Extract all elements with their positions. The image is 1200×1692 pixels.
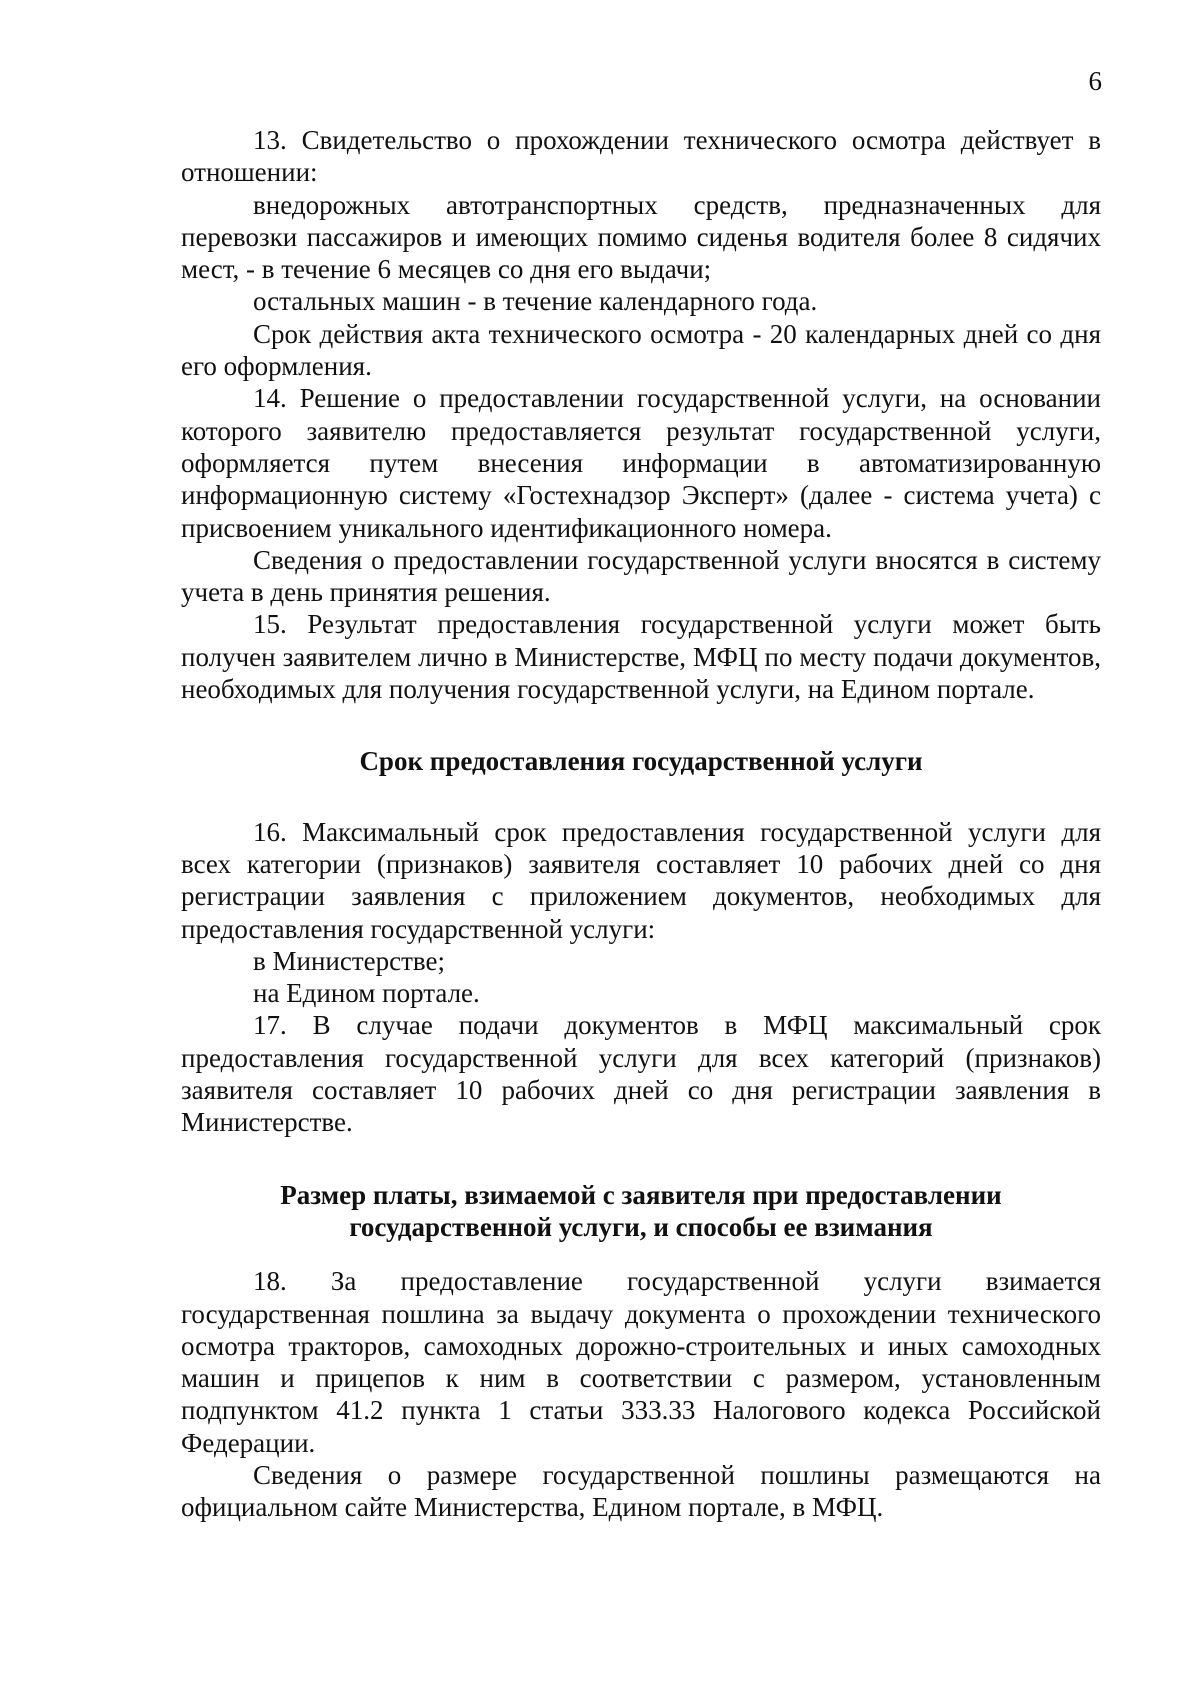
paragraph-14: 14. Решение о предоставлении государственной услуги, на основании которого заявителю предоставляется результат государственной услуги, оформляется путем внесения информации в автоматизированную информационную систему «Гостехнадзор Эксперт» (далее - система учета) с присвоением уникального идентификационного номера. [181, 383, 1101, 543]
paragraph-16-ministry: в Министерстве; [253, 945, 445, 976]
paragraph-18: 18. За предоставление государственной услуги взимается государственная пошлина за выдачу документа о прохождении технического осмотра тракторов, самоходных дорожно-строительных и иных самоходных машин и прицепов к ним в соответствии с размером, установленным подпунктом 41.2 пункта 1 статьи 333.33 Налогового кодекса Российской Федерации. [181, 1266, 1101, 1458]
paragraph-18-info: Сведения о размере государственной пошлины размещаются на официальном сайте Министерства, Едином портале, в МФЦ. [181, 1459, 1101, 1523]
paragraph-13: 13. Свидетельство о прохождении технического осмотра действует в отношении: [181, 125, 1101, 188]
section-heading-fee-line2: государственной услуги, и способы ее взимания [349, 1211, 933, 1242]
paragraph-13-offroad-vehicles: внедорожных автотранспортных средств, предназначенных для перевозки пассажиров и имеющих помимо сиденья водителя более 8 сидячих мест, - в течение 6 месяцев со дня его выдачи; [181, 189, 1101, 285]
paragraph-16-portal: на Едином портале. [253, 978, 480, 1009]
page-number: 6 [1088, 66, 1102, 96]
paragraph-13-other-machines: остальных машин - в течение календарного года. [253, 286, 818, 317]
document-body [181, 124, 1101, 1524]
section-heading-service-term: Срок предоставления государственной услуги [359, 746, 923, 777]
paragraph-15: 15. Результат предоставления государственной услуги может быть получен заявителем лично в Министерстве, МФЦ по месту подачи документов, необходимых для получения государственной услуги, на Едином портале. [181, 609, 1101, 705]
paragraph-16: 16. Максимальный срок предоставления государственной услуги для всех категории (признаков) заявителя составляет 10 рабочих дней со дня регистрации заявления с приложением документов, необходимых для предоставления государственной услуги: [181, 816, 1101, 944]
paragraph-17: 17. В случае подачи документов в МФЦ максимальный срок предоставления государственной услуги для всех категорий (признаков) заявителя составляет 10 рабочих дней со дня регистрации заявления в Министерстве. [181, 1010, 1101, 1138]
paragraph-14-registry: Сведения о предоставлении государственной услуги вносятся в систему учета в день принятия решения. [181, 544, 1101, 608]
section-heading-fee-line1: Размер платы, взимаемой с заявителя при предоставлении [280, 1179, 1002, 1210]
paragraph-13-act-validity: Срок действия акта технического осмотра - 20 календарных дней со дня его оформления. [181, 318, 1101, 382]
section-heading-fee [181, 1179, 1101, 1244]
